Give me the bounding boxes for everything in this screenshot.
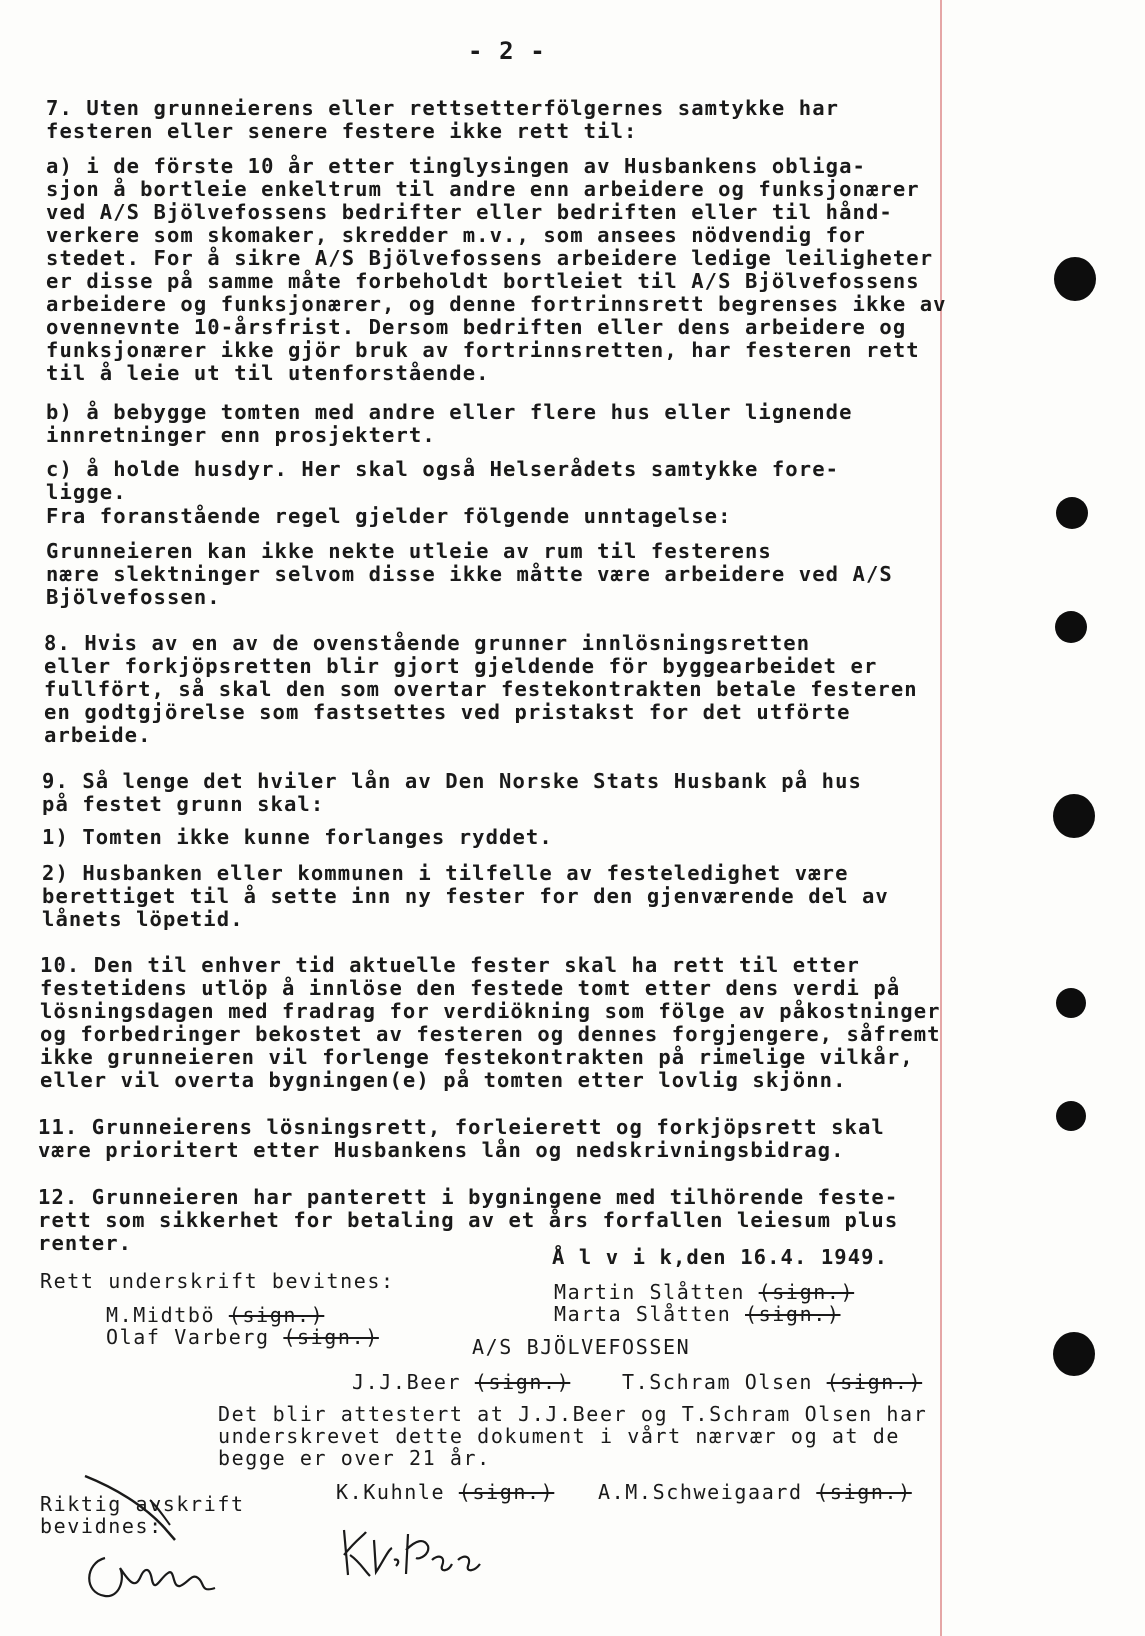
company-signature-1: [352, 1371, 570, 1394]
para-11-line: 11. Grunneierens lösningsrett, forleierett og forkjöpsrett skal: [38, 1115, 885, 1139]
para-7b-line: b) å bebygge tomten med andre eller flere hus eller lignende: [46, 400, 853, 424]
para-10-line: 10. Den til enhver tid aktuelle fester skal ha rett til etter: [40, 953, 860, 977]
sign-mark: (sign.): [816, 1480, 912, 1504]
para-10-line: og forbedringer bekostet av festeren og dennes forgjengere, såfremt: [40, 1022, 941, 1046]
para-12-line: 12. Grunneieren har panterett i bygningene med tilhörende feste-: [38, 1185, 899, 1209]
punch-hole: [1056, 988, 1086, 1018]
para-8-line: fullfört, så skal den som overtar festekontrakten betale festeren: [44, 677, 918, 701]
sign-mark: (sign.): [283, 1325, 379, 1349]
witness-2-name: Olaf Varberg: [106, 1325, 270, 1349]
exception-line: Bjölvefossen.: [46, 585, 221, 609]
company-sig-2-name: T.Schram Olsen: [622, 1370, 813, 1394]
para-10-line: lösningsdagen med fradrag for verdiökning som fölge av påkostninger: [40, 999, 941, 1023]
exception-line: Grunneieren kan ikke nekte utleie av rum til festerens: [46, 539, 772, 563]
para-9-line: lånets löpetid.: [42, 907, 244, 931]
sign-mark: (sign.): [758, 1280, 855, 1304]
para-8-line: en godtgjörelse som fastsettes ved pristakst for det utförte: [44, 700, 851, 724]
witness-signature-1: [106, 1304, 324, 1327]
para-7a-line: sjon å bortleie enkeltrum til andre enn arbeidere og funksjonærer: [46, 177, 920, 201]
attest-signature-2: [598, 1481, 912, 1504]
attest-signature-1: [336, 1481, 554, 1504]
company-sig-1-name: J.J.Beer: [352, 1370, 462, 1394]
para-10-line: festetidens utlöp å innlöse den festede tomt etter dens verdi på: [40, 976, 901, 1000]
para-9-line: 2) Husbanken eller kommunen i tilfelle av festeledighet være: [42, 861, 849, 885]
punch-hole: [1053, 1332, 1095, 1376]
para-9-line: 1) Tomten ikke kunne forlanges ryddet.: [42, 825, 553, 849]
attest-sig-1-name: K.Kuhnle: [336, 1480, 446, 1504]
para-7a-line: er disse på samme måte forbeholdt bortleiet til A/S Bjölvefossens: [46, 269, 920, 293]
para-7c-line: c) å holde husdyr. Her skal også Helserådets samtykke fore-: [46, 457, 840, 481]
party-signature-2: [554, 1303, 841, 1326]
sign-mark: (sign.): [458, 1480, 555, 1504]
para-8-line: eller forkjöpsretten blir gjort gjeldende för byggearbeidet er: [44, 654, 878, 678]
sign-mark: (sign.): [228, 1303, 325, 1327]
para-7a-line: ovennevnte 10-årsfrist. Dersom bedriften eller dens arbeidere og: [46, 315, 907, 339]
copy-label-2: bevidnes:: [40, 1514, 163, 1538]
punch-hole: [1053, 794, 1095, 838]
para-10-line: eller vil overta bygningen(e) på tomten etter lovlig skjönn.: [40, 1068, 847, 1092]
margin-rule: [940, 0, 942, 1636]
para-7a-line: stedet. For å sikre A/S Bjölvefossens arbeidere ledige leiligheter: [46, 246, 934, 270]
sign-mark: (sign.): [474, 1370, 571, 1394]
para-9-line: på festet grunn skal:: [42, 792, 325, 816]
punch-hole: [1054, 257, 1096, 301]
punch-hole: [1055, 611, 1087, 643]
para-8-line: arbeide.: [44, 723, 152, 747]
para-7a-line: verkere som skomaker, skredder m.v., som ansees nödvendig for: [46, 223, 866, 247]
company-name: A/S BJÖLVEFOSSEN: [472, 1335, 691, 1359]
exception-line: Fra foranstående regel gjelder fölgende unntagelse:: [46, 504, 732, 528]
witness-1-name: M.Midtbö: [106, 1303, 216, 1327]
para-12-line: rett som sikkerhet for betaling av et års forfallen leiesum plus: [38, 1208, 899, 1232]
page-number: - 2 -: [468, 37, 546, 65]
para-7a-line: ved A/S Bjölvefossens bedrifter eller bedriften eller til hånd-: [46, 200, 893, 224]
attest-line: begge er over 21 år.: [218, 1446, 491, 1470]
party-1-name: Martin Slåtten: [554, 1280, 745, 1304]
handwritten-signature-left: [80, 1538, 230, 1608]
sign-mark: (sign.): [745, 1302, 841, 1326]
punch-hole: [1056, 497, 1088, 529]
exception-line: nære slektninger selvom disse ikke måtte være arbeidere ved A/S: [46, 562, 893, 586]
party-signature-1: [554, 1281, 854, 1304]
attest-line: Det blir attestert at J.J.Beer og T.Schram Olsen har: [218, 1402, 928, 1426]
punch-hole: [1056, 1101, 1086, 1131]
attest-sig-2-name: A.M.Schweigaard: [598, 1480, 803, 1504]
para-11-line: være prioritert etter Husbankens lån og nedskrivningsbidrag.: [38, 1138, 845, 1162]
para-12-line: renter.: [38, 1231, 133, 1255]
para-7c-line: ligge.: [46, 480, 127, 504]
para-9-line: berettiget til å sette inn ny fester for den gjenværende del av: [42, 884, 889, 908]
sign-mark: (sign.): [826, 1370, 923, 1394]
para-9-line: 9. Så lenge det hviler lån av Den Norske Stats Husbank på hus: [42, 769, 862, 793]
para-7a-line: funksjonærer ikke gjör bruk av fortrinnsretten, har festeren rett: [46, 338, 920, 362]
para-7a-line: a) i de förste 10 år etter tinglysingen av Husbankens obliga-: [46, 154, 866, 178]
attest-line: underskrevet dette dokument i vårt nærvær og at de: [218, 1424, 901, 1448]
witness-label: Rett underskrift bevitnes:: [40, 1269, 395, 1293]
para-8-line: 8. Hvis av en av de ovenstående grunner innlösningsretten: [44, 631, 811, 655]
para-7-line: 7. Uten grunneierens eller rettsetterfölgernes samtykke har: [46, 96, 840, 120]
copy-label-1: Riktig avskrift: [40, 1492, 245, 1516]
para-7-line: festeren eller senere festere ikke rett til:: [46, 119, 638, 143]
company-signature-2: [622, 1371, 922, 1394]
place-date: Å l v i k,den 16.4. 1949.: [552, 1245, 889, 1269]
para-7a-line: arbeidere og funksjonærer, og denne fortrinnsrett begrenses ikke av: [46, 292, 947, 316]
para-7b-line: innretninger enn prosjektert.: [46, 423, 436, 447]
para-7a-line: til å leie ut til utenforstående.: [46, 361, 490, 385]
para-10-line: ikke grunneieren vil forlenge festekontrakten på rimelige vilkår,: [40, 1045, 914, 1069]
party-2-name: Marta Slåtten: [554, 1302, 732, 1326]
witness-signature-2: [106, 1326, 379, 1349]
handwritten-signature-right: [336, 1520, 516, 1590]
